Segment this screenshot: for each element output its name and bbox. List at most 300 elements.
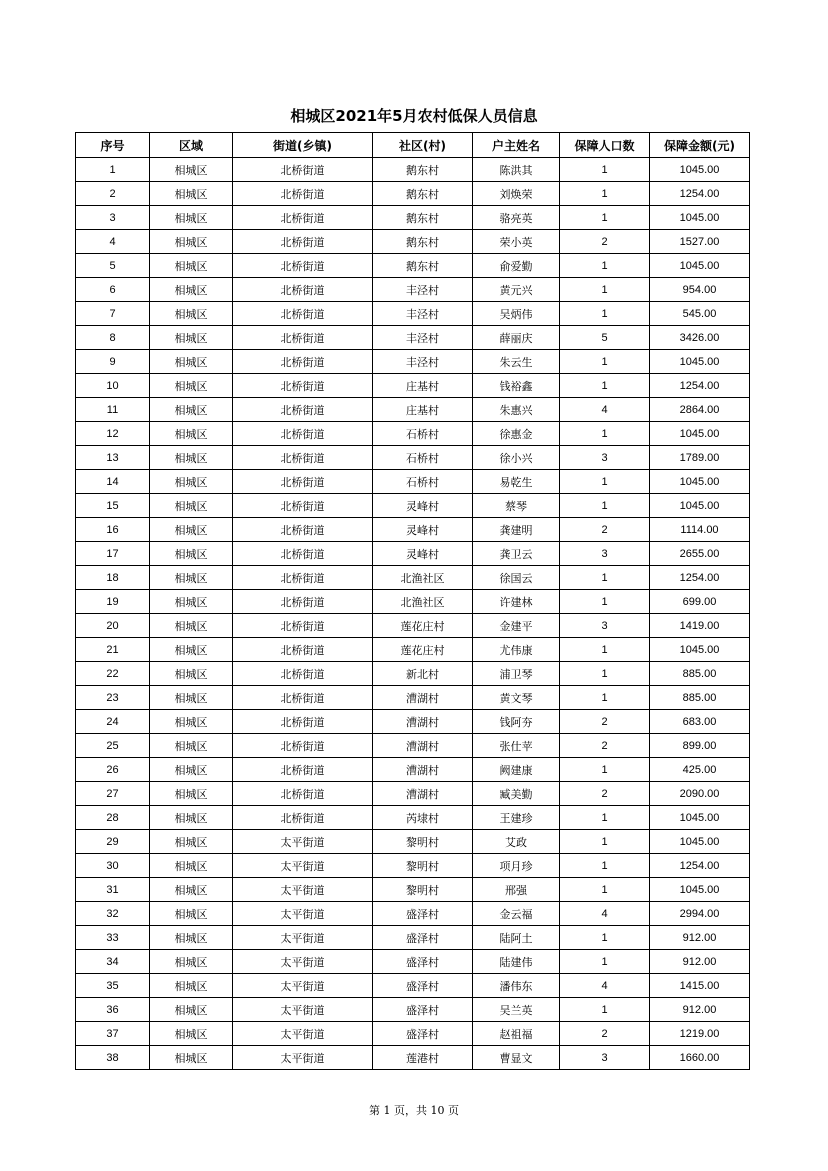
cell-householder: 陆建伟	[473, 950, 560, 974]
table-body	[76, 158, 750, 1070]
cell-householder: 薛丽庆	[473, 326, 560, 350]
table-row	[76, 278, 750, 302]
cell-people-count: 2	[560, 734, 650, 758]
cell-street: 北桥街道	[233, 374, 373, 398]
cell-amount: 1045.00	[650, 638, 750, 662]
column-header-district: 区域	[150, 133, 233, 158]
cell-people-count: 4	[560, 902, 650, 926]
cell-street: 北桥街道	[233, 182, 373, 206]
cell-district: 相城区	[150, 854, 233, 878]
cell-street: 太平街道	[233, 926, 373, 950]
cell-street: 太平街道	[233, 998, 373, 1022]
cell-people-count: 1	[560, 494, 650, 518]
cell-community: 盛泽村	[373, 950, 473, 974]
cell-amount: 885.00	[650, 662, 750, 686]
cell-householder: 徐国云	[473, 566, 560, 590]
cell-seq: 7	[76, 302, 150, 326]
cell-seq: 28	[76, 806, 150, 830]
cell-amount: 1045.00	[650, 806, 750, 830]
cell-amount: 699.00	[650, 590, 750, 614]
cell-people-count: 2	[560, 782, 650, 806]
cell-district: 相城区	[150, 230, 233, 254]
cell-seq: 26	[76, 758, 150, 782]
cell-community: 石桥村	[373, 470, 473, 494]
cell-street: 北桥街道	[233, 638, 373, 662]
cell-district: 相城区	[150, 734, 233, 758]
cell-district: 相城区	[150, 350, 233, 374]
cell-seq: 8	[76, 326, 150, 350]
cell-householder: 骆亮英	[473, 206, 560, 230]
cell-street: 太平街道	[233, 974, 373, 998]
cell-community: 漕湖村	[373, 758, 473, 782]
cell-householder: 金云福	[473, 902, 560, 926]
cell-amount: 1527.00	[650, 230, 750, 254]
cell-community: 漕湖村	[373, 686, 473, 710]
cell-community: 盛泽村	[373, 1022, 473, 1046]
table-row	[76, 686, 750, 710]
cell-householder: 朱惠兴	[473, 398, 560, 422]
cell-community: 黎明村	[373, 878, 473, 902]
cell-community: 丰泾村	[373, 302, 473, 326]
cell-householder: 项月珍	[473, 854, 560, 878]
table-row	[76, 782, 750, 806]
cell-street: 太平街道	[233, 878, 373, 902]
cell-district: 相城区	[150, 518, 233, 542]
cell-amount: 1045.00	[650, 422, 750, 446]
cell-householder: 许建林	[473, 590, 560, 614]
table-row	[76, 830, 750, 854]
cell-district: 相城区	[150, 566, 233, 590]
cell-community: 丰泾村	[373, 350, 473, 374]
cell-district: 相城区	[150, 302, 233, 326]
table-row	[76, 926, 750, 950]
cell-people-count: 4	[560, 398, 650, 422]
cell-community: 鹅东村	[373, 206, 473, 230]
table-row	[76, 230, 750, 254]
cell-district: 相城区	[150, 998, 233, 1022]
cell-amount: 1254.00	[650, 566, 750, 590]
page-footer: 第 1 页，共 10 页	[369, 1104, 459, 1117]
cell-street: 北桥街道	[233, 662, 373, 686]
cell-street: 北桥街道	[233, 566, 373, 590]
header-row	[76, 133, 750, 158]
cell-seq: 34	[76, 950, 150, 974]
cell-amount: 1660.00	[650, 1046, 750, 1070]
cell-householder: 龚建明	[473, 518, 560, 542]
cell-people-count: 1	[560, 470, 650, 494]
cell-community: 庄基村	[373, 398, 473, 422]
cell-people-count: 1	[560, 662, 650, 686]
cell-district: 相城区	[150, 182, 233, 206]
cell-district: 相城区	[150, 278, 233, 302]
cell-amount: 1045.00	[650, 470, 750, 494]
cell-street: 北桥街道	[233, 422, 373, 446]
cell-people-count: 1	[560, 566, 650, 590]
cell-people-count: 1	[560, 830, 650, 854]
cell-householder: 尤伟康	[473, 638, 560, 662]
cell-community: 莲花庄村	[373, 638, 473, 662]
cell-seq: 38	[76, 1046, 150, 1070]
cell-community: 鹅东村	[373, 182, 473, 206]
cell-people-count: 3	[560, 1046, 650, 1070]
cell-district: 相城区	[150, 710, 233, 734]
cell-people-count: 1	[560, 926, 650, 950]
cell-district: 相城区	[150, 806, 233, 830]
cell-street: 北桥街道	[233, 758, 373, 782]
cell-community: 鹅东村	[373, 254, 473, 278]
cell-people-count: 3	[560, 614, 650, 638]
cell-seq: 12	[76, 422, 150, 446]
cell-district: 相城区	[150, 830, 233, 854]
cell-district: 相城区	[150, 326, 233, 350]
cell-seq: 1	[76, 158, 150, 182]
table-row	[76, 158, 750, 182]
cell-people-count: 1	[560, 638, 650, 662]
cell-householder: 刘焕荣	[473, 182, 560, 206]
cell-amount: 2864.00	[650, 398, 750, 422]
cell-district: 相城区	[150, 638, 233, 662]
cell-people-count: 1	[560, 686, 650, 710]
table-row	[76, 374, 750, 398]
cell-householder: 黄元兴	[473, 278, 560, 302]
cell-district: 相城区	[150, 614, 233, 638]
cell-street: 北桥街道	[233, 206, 373, 230]
cell-street: 北桥街道	[233, 518, 373, 542]
cell-seq: 4	[76, 230, 150, 254]
cell-householder: 易乾生	[473, 470, 560, 494]
cell-seq: 19	[76, 590, 150, 614]
table-row	[76, 998, 750, 1022]
cell-street: 太平街道	[233, 902, 373, 926]
cell-district: 相城区	[150, 446, 233, 470]
cell-district: 相城区	[150, 422, 233, 446]
table-row	[76, 590, 750, 614]
cell-street: 北桥街道	[233, 782, 373, 806]
cell-district: 相城区	[150, 254, 233, 278]
cell-community: 盛泽村	[373, 974, 473, 998]
cell-street: 北桥街道	[233, 734, 373, 758]
cell-seq: 14	[76, 470, 150, 494]
table-row	[76, 902, 750, 926]
cell-householder: 赵祖福	[473, 1022, 560, 1046]
cell-seq: 31	[76, 878, 150, 902]
cell-amount: 2994.00	[650, 902, 750, 926]
cell-people-count: 1	[560, 950, 650, 974]
cell-people-count: 1	[560, 182, 650, 206]
data-table	[75, 132, 750, 1070]
cell-people-count: 2	[560, 1022, 650, 1046]
cell-street: 北桥街道	[233, 350, 373, 374]
cell-amount: 1045.00	[650, 350, 750, 374]
cell-seq: 24	[76, 710, 150, 734]
cell-district: 相城区	[150, 398, 233, 422]
cell-householder: 阙建康	[473, 758, 560, 782]
column-header-street: 街道(乡镇)	[233, 133, 373, 158]
cell-people-count: 5	[560, 326, 650, 350]
cell-district: 相城区	[150, 1022, 233, 1046]
cell-seq: 33	[76, 926, 150, 950]
cell-amount: 545.00	[650, 302, 750, 326]
cell-amount: 954.00	[650, 278, 750, 302]
cell-street: 北桥街道	[233, 470, 373, 494]
cell-seq: 16	[76, 518, 150, 542]
cell-community: 莲港村	[373, 1046, 473, 1070]
cell-amount: 683.00	[650, 710, 750, 734]
cell-householder: 朱云生	[473, 350, 560, 374]
cell-amount: 1789.00	[650, 446, 750, 470]
cell-seq: 30	[76, 854, 150, 878]
cell-seq: 22	[76, 662, 150, 686]
cell-district: 相城区	[150, 542, 233, 566]
table-row	[76, 350, 750, 374]
table-row	[76, 1022, 750, 1046]
cell-people-count: 1	[560, 854, 650, 878]
cell-seq: 2	[76, 182, 150, 206]
cell-householder: 邢强	[473, 878, 560, 902]
cell-householder: 徐惠金	[473, 422, 560, 446]
cell-seq: 17	[76, 542, 150, 566]
column-header-community: 社区(村)	[373, 133, 473, 158]
cell-district: 相城区	[150, 158, 233, 182]
cell-householder: 艾政	[473, 830, 560, 854]
cell-seq: 6	[76, 278, 150, 302]
column-header-seq: 序号	[76, 133, 150, 158]
cell-district: 相城区	[150, 926, 233, 950]
table-header	[76, 133, 750, 158]
cell-seq: 35	[76, 974, 150, 998]
cell-community: 黎明村	[373, 854, 473, 878]
cell-community: 灵峰村	[373, 494, 473, 518]
cell-seq: 27	[76, 782, 150, 806]
table-row	[76, 806, 750, 830]
cell-householder: 蔡琴	[473, 494, 560, 518]
cell-district: 相城区	[150, 494, 233, 518]
cell-seq: 15	[76, 494, 150, 518]
cell-seq: 29	[76, 830, 150, 854]
cell-amount: 1254.00	[650, 182, 750, 206]
cell-street: 太平街道	[233, 950, 373, 974]
cell-householder: 钱裕鑫	[473, 374, 560, 398]
cell-street: 北桥街道	[233, 302, 373, 326]
cell-people-count: 1	[560, 158, 650, 182]
cell-householder: 潘伟东	[473, 974, 560, 998]
cell-street: 太平街道	[233, 1022, 373, 1046]
cell-street: 北桥街道	[233, 542, 373, 566]
cell-community: 新北村	[373, 662, 473, 686]
cell-amount: 1045.00	[650, 878, 750, 902]
cell-householder: 荣小英	[473, 230, 560, 254]
cell-householder: 曹显文	[473, 1046, 560, 1070]
cell-seq: 18	[76, 566, 150, 590]
cell-people-count: 2	[560, 230, 650, 254]
cell-amount: 1254.00	[650, 854, 750, 878]
cell-district: 相城区	[150, 662, 233, 686]
cell-householder: 陈洪其	[473, 158, 560, 182]
cell-street: 北桥街道	[233, 446, 373, 470]
cell-people-count: 1	[560, 254, 650, 278]
cell-district: 相城区	[150, 878, 233, 902]
cell-community: 盛泽村	[373, 926, 473, 950]
cell-amount: 2090.00	[650, 782, 750, 806]
cell-amount: 1045.00	[650, 830, 750, 854]
cell-amount: 1114.00	[650, 518, 750, 542]
table-row	[76, 758, 750, 782]
cell-street: 太平街道	[233, 830, 373, 854]
cell-householder: 臧美勤	[473, 782, 560, 806]
cell-people-count: 1	[560, 350, 650, 374]
cell-householder: 龚卫云	[473, 542, 560, 566]
cell-seq: 9	[76, 350, 150, 374]
cell-community: 丰泾村	[373, 326, 473, 350]
cell-street: 北桥街道	[233, 806, 373, 830]
cell-amount: 885.00	[650, 686, 750, 710]
cell-seq: 20	[76, 614, 150, 638]
cell-district: 相城区	[150, 470, 233, 494]
cell-householder: 俞爱勤	[473, 254, 560, 278]
cell-householder: 浦卫琴	[473, 662, 560, 686]
cell-householder: 金建平	[473, 614, 560, 638]
cell-people-count: 4	[560, 974, 650, 998]
cell-householder: 吴炳伟	[473, 302, 560, 326]
cell-street: 太平街道	[233, 854, 373, 878]
cell-amount: 1045.00	[650, 494, 750, 518]
cell-amount: 1045.00	[650, 158, 750, 182]
table-row	[76, 614, 750, 638]
cell-people-count: 1	[560, 758, 650, 782]
cell-district: 相城区	[150, 902, 233, 926]
cell-amount: 1419.00	[650, 614, 750, 638]
table-row	[76, 878, 750, 902]
table-row	[76, 950, 750, 974]
cell-street: 北桥街道	[233, 710, 373, 734]
cell-people-count: 1	[560, 278, 650, 302]
cell-community: 盛泽村	[373, 902, 473, 926]
cell-community: 鹅东村	[373, 158, 473, 182]
cell-community: 鹅东村	[373, 230, 473, 254]
cell-seq: 32	[76, 902, 150, 926]
cell-street: 北桥街道	[233, 230, 373, 254]
cell-householder: 张仕苹	[473, 734, 560, 758]
table-row	[76, 398, 750, 422]
table-row	[76, 302, 750, 326]
cell-seq: 21	[76, 638, 150, 662]
column-header-householder: 户主姓名	[473, 133, 560, 158]
cell-community: 石桥村	[373, 446, 473, 470]
cell-district: 相城区	[150, 590, 233, 614]
cell-seq: 10	[76, 374, 150, 398]
table-row	[76, 326, 750, 350]
cell-district: 相城区	[150, 1046, 233, 1070]
table-row	[76, 710, 750, 734]
cell-community: 漕湖村	[373, 782, 473, 806]
cell-people-count: 3	[560, 542, 650, 566]
cell-amount: 1415.00	[650, 974, 750, 998]
cell-district: 相城区	[150, 974, 233, 998]
cell-amount: 912.00	[650, 926, 750, 950]
cell-street: 北桥街道	[233, 590, 373, 614]
cell-community: 丰泾村	[373, 278, 473, 302]
cell-district: 相城区	[150, 374, 233, 398]
cell-community: 黎明村	[373, 830, 473, 854]
cell-people-count: 1	[560, 422, 650, 446]
cell-householder: 王建珍	[473, 806, 560, 830]
cell-householder: 陆阿土	[473, 926, 560, 950]
cell-people-count: 1	[560, 806, 650, 830]
cell-seq: 5	[76, 254, 150, 278]
cell-people-count: 2	[560, 710, 650, 734]
cell-seq: 13	[76, 446, 150, 470]
cell-community: 漕湖村	[373, 710, 473, 734]
cell-street: 北桥街道	[233, 278, 373, 302]
cell-community: 盛泽村	[373, 998, 473, 1022]
table-row	[76, 566, 750, 590]
cell-community: 庄基村	[373, 374, 473, 398]
table-row	[76, 854, 750, 878]
page-title: 相城区2021年5月农村低保人员信息	[290, 107, 538, 125]
cell-community: 芮埭村	[373, 806, 473, 830]
table-row	[76, 254, 750, 278]
cell-community: 漕湖村	[373, 734, 473, 758]
cell-seq: 25	[76, 734, 150, 758]
table-row	[76, 206, 750, 230]
table-row	[76, 974, 750, 998]
cell-amount: 899.00	[650, 734, 750, 758]
cell-amount: 2655.00	[650, 542, 750, 566]
cell-people-count: 1	[560, 302, 650, 326]
cell-people-count: 1	[560, 878, 650, 902]
cell-district: 相城区	[150, 686, 233, 710]
table-row	[76, 1046, 750, 1070]
cell-community: 北渔社区	[373, 566, 473, 590]
cell-amount: 425.00	[650, 758, 750, 782]
cell-community: 莲花庄村	[373, 614, 473, 638]
cell-seq: 23	[76, 686, 150, 710]
cell-community: 石桥村	[373, 422, 473, 446]
cell-amount: 912.00	[650, 950, 750, 974]
cell-amount: 1254.00	[650, 374, 750, 398]
cell-people-count: 2	[560, 518, 650, 542]
cell-community: 灵峰村	[373, 518, 473, 542]
table-row	[76, 494, 750, 518]
cell-street: 北桥街道	[233, 686, 373, 710]
cell-amount: 1045.00	[650, 254, 750, 278]
cell-householder: 吴兰英	[473, 998, 560, 1022]
table-row	[76, 662, 750, 686]
table-row	[76, 542, 750, 566]
cell-district: 相城区	[150, 758, 233, 782]
cell-householder: 钱阿夯	[473, 710, 560, 734]
table-row	[76, 518, 750, 542]
cell-street: 北桥街道	[233, 614, 373, 638]
cell-street: 北桥街道	[233, 398, 373, 422]
table-row	[76, 182, 750, 206]
table-row	[76, 734, 750, 758]
cell-people-count: 3	[560, 446, 650, 470]
cell-amount: 3426.00	[650, 326, 750, 350]
cell-community: 北渔社区	[373, 590, 473, 614]
table-row	[76, 422, 750, 446]
cell-district: 相城区	[150, 206, 233, 230]
cell-people-count: 1	[560, 374, 650, 398]
cell-seq: 37	[76, 1022, 150, 1046]
cell-seq: 36	[76, 998, 150, 1022]
table-row	[76, 638, 750, 662]
column-header-amount: 保障金额(元)	[650, 133, 750, 158]
cell-householder: 黄文琴	[473, 686, 560, 710]
cell-people-count: 1	[560, 998, 650, 1022]
cell-community: 灵峰村	[373, 542, 473, 566]
cell-district: 相城区	[150, 782, 233, 806]
